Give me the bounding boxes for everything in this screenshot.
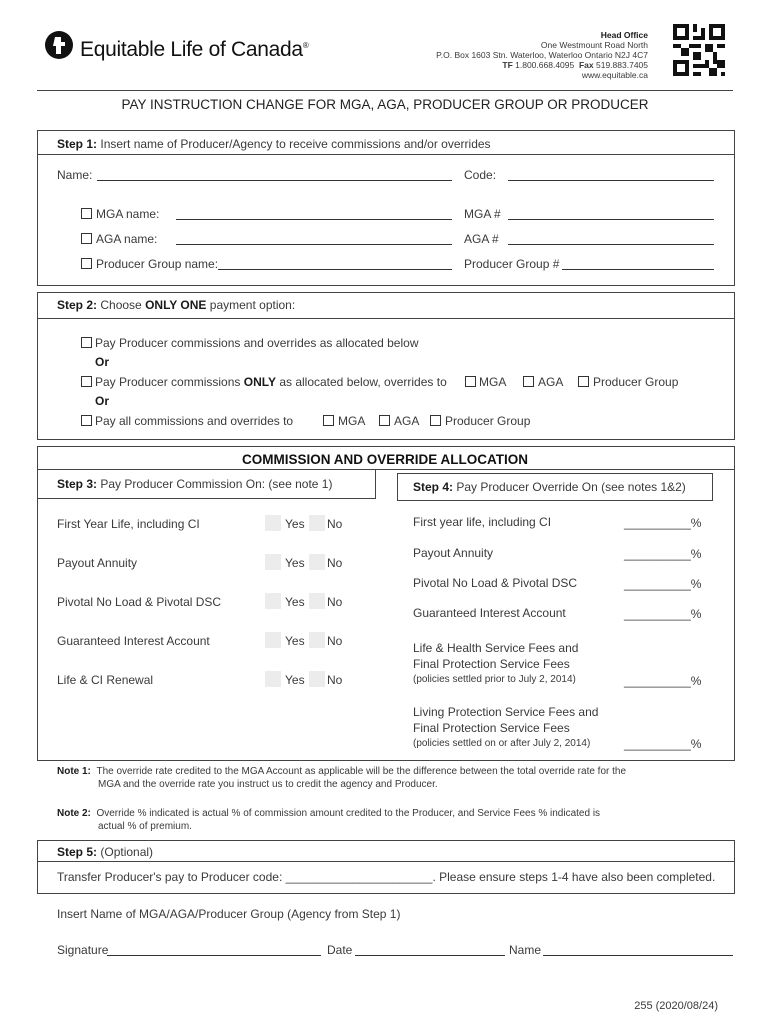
step4-payout-annuity-percent[interactable]: __________% [624, 547, 702, 561]
life-ci-renewal-yes-label: Yes [285, 673, 305, 687]
option3-aga-checkbox[interactable] [379, 415, 390, 426]
signature-label: Signature [57, 943, 109, 957]
step4-item-payout-annuity: Payout Annuity [413, 546, 494, 560]
name-sig-label: Name [509, 943, 542, 957]
step4-heading: Step 4: Pay Producer Override On (see notes 1&2) [413, 480, 686, 494]
payout-annuity-no-box[interactable] [309, 554, 325, 570]
logo-icon [44, 30, 74, 60]
aga-name-label: AGA name: [96, 232, 158, 246]
mga-number-field[interactable] [508, 219, 714, 220]
option3-checkbox[interactable] [81, 415, 92, 426]
life-ci-renewal-no-box[interactable] [309, 671, 325, 687]
option2-checkbox[interactable] [81, 376, 92, 387]
step4-fee2-line1: Living Protection Service Fees and [413, 705, 599, 719]
option2-producer-group-label: Producer Group [593, 375, 679, 389]
step4-fee1-line3: (policies settled prior to July 2, 2014) [413, 674, 576, 685]
step2-divider [37, 318, 734, 319]
option3-producer-group-label: Producer Group [445, 414, 531, 428]
step4-item-first-year-life: First year life, including CI [413, 515, 552, 529]
step3-heading: Step 3: Pay Producer Commission On: (see note 1) [57, 477, 333, 491]
phone-fax: TF 1.800.668.4095 Fax 519.883.7405 [502, 60, 648, 70]
option1-checkbox[interactable] [81, 337, 92, 348]
step1-divider [37, 154, 734, 155]
step3-item-payout-annuity: Payout Annuity [57, 556, 138, 570]
step4-fee2-line3: (policies settled on or after July 2, 2014) [413, 738, 591, 749]
address-line1: One Westmount Road North [540, 40, 648, 50]
payout-annuity-yes-label: Yes [285, 556, 305, 570]
step4-pivotal-percent[interactable]: __________% [624, 577, 702, 591]
step4-fee2-line2: Final Protection Service Fees [413, 721, 570, 735]
first-year-life-yes-label: Yes [285, 517, 305, 531]
note1: Note 1: The override rate credited to the MGA Account as applicable will be the difference between the total override rate for the [57, 766, 627, 777]
allocation-title: COMMISSION AND OVERRIDE ALLOCATION [242, 452, 528, 467]
mga-name-checkbox[interactable] [81, 208, 92, 219]
website: www.equitable.ca [581, 70, 648, 80]
code-field[interactable] [508, 180, 714, 181]
aga-number-field[interactable] [508, 244, 714, 245]
step3-item-guaranteed-interest: Guaranteed Interest Account [57, 634, 210, 648]
step4-fee1-line1: Life & Health Service Fees and [413, 641, 579, 655]
aga-name-checkbox[interactable] [81, 233, 92, 244]
step3-item-pivotal: Pivotal No Load & Pivotal DSC [57, 595, 222, 609]
step5-heading: Step 5: (Optional) [57, 845, 154, 859]
date-label: Date [327, 943, 353, 957]
first-year-life-no-label: No [327, 517, 343, 531]
first-year-life-yes-box[interactable] [265, 515, 281, 531]
office-title: Head Office [600, 30, 648, 40]
payout-annuity-yes-box[interactable] [265, 554, 281, 570]
mga-name-field[interactable] [176, 219, 452, 220]
life-ci-renewal-no-label: No [327, 673, 343, 687]
step3-item-first-year-life: First Year Life, including CI [57, 517, 200, 531]
option2-aga-checkbox[interactable] [523, 376, 534, 387]
guaranteed-interest-no-box[interactable] [309, 632, 325, 648]
option2-label: Pay Producer commissions ONLY as allocated below, overrides to [95, 375, 447, 389]
transfer-line: Transfer Producer's pay to Producer code: ______________________. Please ensure steps 1-4 have also been completed. [57, 870, 716, 884]
producer-group-name-label: Producer Group name: [96, 257, 219, 271]
producer-group-name-field[interactable] [218, 269, 452, 270]
aga-number-label: AGA # [464, 232, 499, 246]
or-label-2: Or [95, 394, 110, 408]
guaranteed-interest-no-label: No [327, 634, 343, 648]
name-field[interactable] [97, 180, 452, 181]
mga-number-label: MGA # [464, 207, 501, 221]
note2-continuation: actual % of premium. [98, 821, 192, 832]
step1-heading: Step 1: Insert name of Producer/Agency to receive commissions and/or overrides [57, 137, 491, 151]
note1-continuation: MGA and the override rate you instruct us to credit the agency and Producer. [98, 779, 438, 790]
pivotal-no-label: No [327, 595, 343, 609]
insert-name-label: Insert Name of MGA/AGA/Producer Group (Agency from Step 1) [57, 907, 401, 921]
name-sig-field[interactable] [543, 955, 733, 956]
option3-mga-label: MGA [338, 414, 366, 428]
pivotal-yes-box[interactable] [265, 593, 281, 609]
address-line2: P.O. Box 1603 Stn. Waterloo, Waterloo Ontario N2J 4C7 [436, 50, 648, 60]
step4-fee1-percent[interactable]: __________% [624, 674, 702, 688]
transfer-code-field[interactable]: ______________________ [285, 870, 433, 884]
company-logo [44, 30, 74, 60]
option2-mga-checkbox[interactable] [465, 376, 476, 387]
option1-label: Pay Producer commissions and overrides as allocated below [95, 336, 419, 350]
signature-field[interactable] [107, 955, 321, 956]
option2-aga-label: AGA [538, 375, 564, 389]
form-title: PAY INSTRUCTION CHANGE FOR MGA, AGA, PRODUCER GROUP OR PRODUCER [121, 97, 649, 112]
note2: Note 2: Override % indicated is actual % of commission amount credited to the Producer, and Service Fees % indicated is [57, 808, 601, 819]
code-label: Code: [464, 168, 497, 182]
mga-name-label: MGA name: [96, 207, 160, 221]
guaranteed-interest-yes-label: Yes [285, 634, 305, 648]
qr-code [673, 24, 725, 76]
company-name: Equitable Life of Canada® [80, 38, 309, 61]
title-rule-top [37, 90, 733, 91]
payout-annuity-no-label: No [327, 556, 343, 570]
option3-aga-label: AGA [394, 414, 420, 428]
option3-mga-checkbox[interactable] [323, 415, 334, 426]
qr-code-icon [673, 24, 725, 76]
or-label-1: Or [95, 355, 110, 369]
producer-group-number-label: Producer Group # [464, 257, 560, 271]
step2-heading: Step 2: Choose ONLY ONE payment option: [57, 298, 296, 312]
pivotal-yes-label: Yes [285, 595, 305, 609]
option2-producer-group-checkbox[interactable] [578, 376, 589, 387]
first-year-life-no-box[interactable] [309, 515, 325, 531]
pivotal-no-box[interactable] [309, 593, 325, 609]
option3-producer-group-checkbox[interactable] [430, 415, 441, 426]
aga-name-field[interactable] [176, 244, 452, 245]
head-office-address [400, 30, 648, 80]
option3-label: Pay all commissions and overrides to [95, 414, 294, 428]
step4-fee2-percent[interactable]: __________% [624, 737, 702, 751]
option2-mga-label: MGA [479, 375, 507, 389]
date-field[interactable] [355, 955, 505, 956]
form-number: 255 (2020/08/24) [634, 1000, 718, 1012]
step4-fee1-line2: Final Protection Service Fees [413, 657, 570, 671]
step3-item-life-ci-renewal: Life & CI Renewal [57, 673, 154, 687]
step4-item-pivotal: Pivotal No Load & Pivotal DSC [413, 576, 578, 590]
life-ci-renewal-yes-box[interactable] [265, 671, 281, 687]
step4-item-guaranteed-interest: Guaranteed Interest Account [413, 606, 566, 620]
guaranteed-interest-yes-box[interactable] [265, 632, 281, 648]
producer-group-number-field[interactable] [562, 269, 714, 270]
producer-group-name-checkbox[interactable] [81, 258, 92, 269]
step4-guaranteed-interest-percent[interactable]: __________% [624, 607, 702, 621]
name-label: Name: [57, 168, 93, 182]
step5-divider [37, 861, 734, 862]
step4-first-year-life-percent[interactable]: __________% [624, 516, 702, 530]
